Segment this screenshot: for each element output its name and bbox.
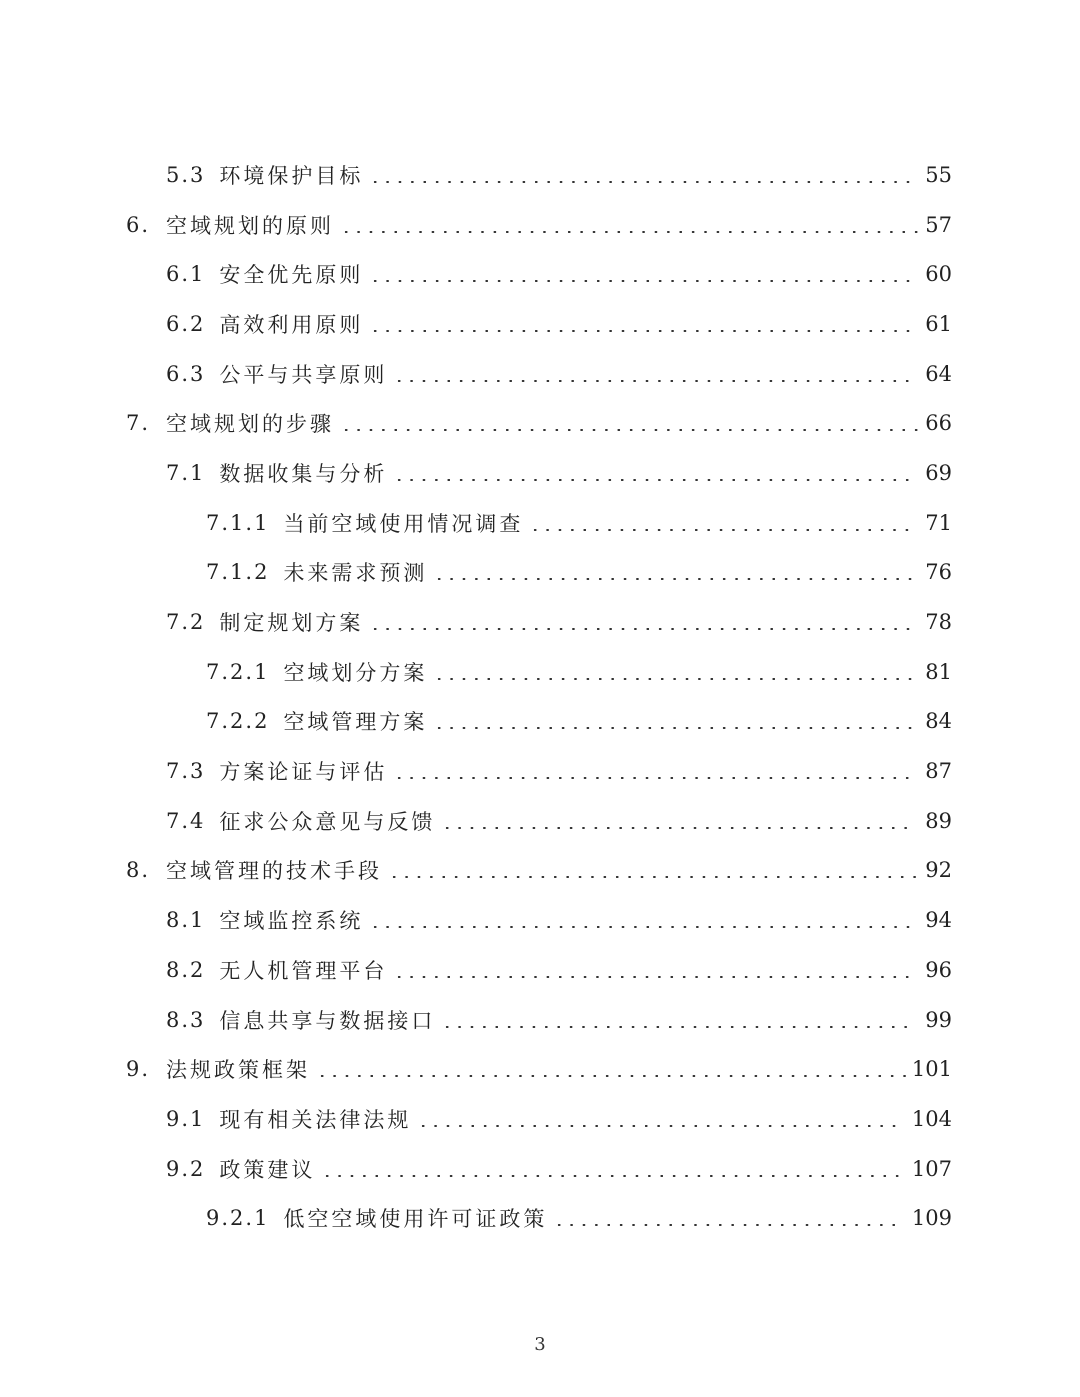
toc-entry-number: 6.2 (166, 311, 206, 336)
toc-entry-page: 109 (911, 1206, 952, 1231)
toc-dot-leader (369, 330, 915, 332)
toc-entry-title: 低空空域使用许可证政策 (283, 1207, 548, 1232)
toc-entry-6-2[interactable] (0, 299, 1080, 349)
toc-entry-7-2[interactable] (0, 597, 1080, 647)
toc-dot-leader (340, 231, 923, 233)
toc-dot-leader (388, 876, 923, 878)
toc-dot-leader (369, 280, 915, 282)
toc-entry-page: 92 (925, 858, 952, 883)
toc-entry-7-1-2[interactable] (0, 548, 1080, 598)
toc-entry-number: 8. (126, 858, 151, 883)
toc-entry-number: 5.3 (166, 162, 206, 187)
toc-entry-title: 空域划分方案 (283, 660, 428, 685)
toc-entry-number: 7.4 (166, 808, 206, 833)
toc-dot-leader (433, 578, 915, 580)
toc-entry-6-3[interactable] (0, 349, 1080, 399)
toc-entry-number: 6. (126, 212, 151, 237)
toc-entry-page: 60 (925, 262, 952, 287)
toc-entry-title: 公平与共享原则 (219, 362, 388, 387)
toc-entry-7-2-1[interactable] (0, 647, 1080, 697)
toc-entry-number: 9.1 (166, 1106, 206, 1131)
toc-dot-leader (340, 429, 923, 431)
toc-entry-page: 81 (925, 659, 952, 684)
toc-entry-title: 方案论证与评估 (219, 760, 388, 785)
toc-dot-leader (433, 678, 915, 680)
toc-entry-number: 7.1.1 (206, 510, 270, 535)
toc-entry-9[interactable] (0, 1044, 1080, 1094)
toc-entry-7-2-2[interactable] (0, 697, 1080, 747)
toc-dot-leader (441, 827, 915, 829)
toc-dot-leader (553, 1224, 901, 1226)
toc-entry-title: 无人机管理平台 (219, 958, 388, 983)
toc-entry-number: 7.2 (166, 610, 206, 635)
toc-entry-title: 环境保护目标 (219, 163, 364, 188)
toc-entry-8-2[interactable] (0, 945, 1080, 995)
toc-entry-page: 99 (925, 1007, 952, 1032)
toc-dot-leader (369, 926, 915, 928)
toc-entry-8-1[interactable] (0, 895, 1080, 945)
toc-dot-leader (393, 976, 915, 978)
toc-entry-title: 信息共享与数据接口 (219, 1008, 436, 1033)
toc-entry-title: 当前空域使用情况调查 (283, 511, 524, 536)
toc-entry-number: 6.3 (166, 361, 206, 386)
toc-entry-6[interactable] (0, 200, 1080, 250)
toc-entry-number: 7.1 (166, 460, 206, 485)
toc-dot-leader (321, 1175, 902, 1177)
toc-entry-8-3[interactable] (0, 995, 1080, 1045)
toc-dot-leader (393, 479, 915, 481)
toc-entry-page: 57 (925, 212, 952, 237)
toc-entry-title: 空域规划的步骤 (166, 412, 334, 437)
toc-entry-page: 96 (925, 957, 952, 982)
toc-dot-leader (369, 628, 915, 630)
toc-entry-7-1[interactable] (0, 448, 1080, 498)
toc-entry-title: 征求公众意见与反馈 (219, 809, 436, 834)
toc-entry-title: 空域管理方案 (283, 710, 428, 735)
toc-entry-page: 87 (925, 759, 952, 784)
page-number: 3 (534, 1334, 546, 1355)
toc-entry-page: 71 (925, 510, 952, 535)
toc-entry-7-4[interactable] (0, 796, 1080, 846)
toc-dot-leader (529, 529, 915, 531)
toc-entry-title: 未来需求预测 (283, 561, 428, 586)
toc-entry-page: 94 (925, 908, 952, 933)
toc-entry-title: 高效利用原则 (219, 312, 364, 337)
toc-entry-page: 104 (911, 1106, 952, 1131)
toc-entry-page: 107 (911, 1156, 952, 1181)
toc-entry-number: 7.2.1 (206, 659, 270, 684)
toc-entry-number: 9. (126, 1057, 151, 1082)
toc-dot-leader (316, 1075, 910, 1077)
toc-entry-number: 6.1 (166, 262, 206, 287)
toc-dot-leader (417, 1125, 902, 1127)
toc-entry-7[interactable] (0, 398, 1080, 448)
toc-entry-page: 66 (925, 411, 952, 436)
toc-entry-page: 76 (925, 560, 952, 585)
toc-dot-leader (441, 1026, 915, 1028)
toc-entry-5-3[interactable] (0, 150, 1080, 200)
toc-entry-page: 101 (911, 1057, 952, 1082)
toc-entry-page: 61 (925, 311, 952, 336)
toc-entry-7-3[interactable] (0, 746, 1080, 796)
toc-entry-title: 现有相关法律法规 (219, 1107, 412, 1132)
toc-entry-title: 空域规划的原则 (166, 213, 334, 238)
toc-entry-8[interactable] (0, 846, 1080, 896)
toc-dot-leader (393, 380, 915, 382)
toc-entry-title: 制定规划方案 (219, 611, 364, 636)
toc-entry-7-1-1[interactable] (0, 498, 1080, 548)
toc-entry-page: 89 (925, 808, 952, 833)
toc-entry-number: 7. (126, 411, 151, 436)
toc-entry-title: 空域管理的技术手段 (166, 859, 382, 884)
table-of-contents (0, 150, 1080, 1243)
toc-entry-title: 安全优先原则 (219, 263, 364, 288)
toc-entry-page: 55 (925, 162, 952, 187)
toc-entry-number: 8.2 (166, 957, 206, 982)
toc-entry-title: 法规政策框架 (166, 1058, 310, 1083)
toc-entry-number: 8.1 (166, 908, 206, 933)
toc-entry-number: 9.2.1 (206, 1206, 270, 1231)
toc-entry-number: 7.3 (166, 759, 206, 784)
toc-entry-number: 7.2.2 (206, 709, 270, 734)
toc-entry-title: 政策建议 (219, 1157, 316, 1182)
toc-dot-leader (393, 777, 915, 779)
toc-entry-title: 数据收集与分析 (219, 461, 388, 486)
toc-dot-leader (433, 727, 915, 729)
toc-entry-9-1[interactable] (0, 1094, 1080, 1144)
toc-entry-title: 空域监控系统 (219, 909, 364, 934)
toc-dot-leader (369, 181, 915, 183)
toc-entry-page: 84 (925, 709, 952, 734)
toc-entry-6-1[interactable] (0, 249, 1080, 299)
toc-entry-9-2-1[interactable] (0, 1193, 1080, 1243)
toc-entry-9-2[interactable] (0, 1144, 1080, 1194)
toc-entry-number: 8.3 (166, 1007, 206, 1032)
toc-entry-number: 9.2 (166, 1156, 206, 1181)
toc-entry-number: 7.1.2 (206, 560, 270, 585)
toc-entry-page: 64 (925, 361, 952, 386)
toc-entry-page: 78 (925, 610, 952, 635)
toc-entry-page: 69 (925, 460, 952, 485)
